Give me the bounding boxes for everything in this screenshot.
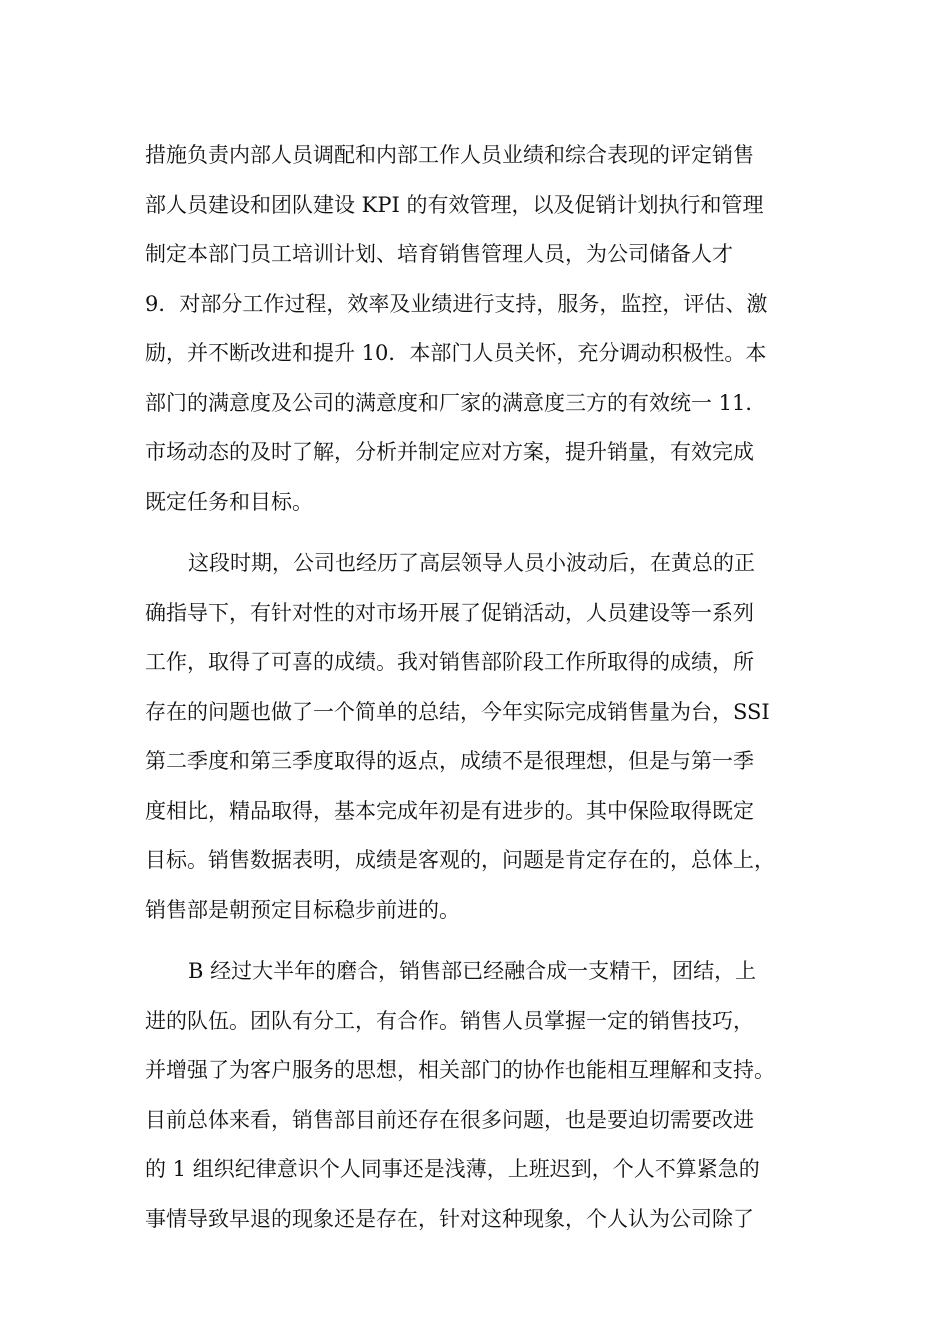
text-line: 事情导致早退的现象还是存在，针对这种现象，个人认为公司除了	[145, 1206, 754, 1231]
text-line: 第二季度和第三季度取得的返点，成绩不是很理想，但是与第一季	[145, 749, 754, 773]
text-line: 励，并不断改进和提升 10．本部门人员关怀，充分调动积极性。本	[145, 341, 767, 365]
text-line: 9．对部分工作过程，效率及业绩进行支持，服务，监控，评估、激	[145, 291, 768, 316]
text-line: B 经过大半年的磨合，销售部已经融合成一支精干，团结，上	[188, 959, 757, 983]
text-line: 市场动态的及时了解，分析并制定应对方案，提升销量，有效完成	[145, 440, 754, 464]
text-line: 工作，取得了可喜的成绩。我对销售部阶段工作所取得的成绩，所	[145, 650, 754, 674]
text-line: 既定任务和目标。	[145, 489, 313, 514]
paragraph	[145, 947, 825, 1244]
text-line: 措施负责内部人员调配和内部工作人员业绩和综合表现的评定销售	[145, 143, 754, 167]
paragraph-spacer	[145, 527, 825, 539]
text-line: 度相比，精品取得，基本完成年初是有进步的。其中保险取得既定	[145, 798, 754, 823]
text-line: 进的队伍。团队有分工，有合作。销售人员掌握一定的销售技巧，	[145, 1008, 754, 1033]
text-line: 部门的满意度及公司的满意度和厂家的满意度三方的有效统一 11．	[145, 390, 767, 415]
text-line: 制定本部门员工培训计划、培育销售管理人员，为公司储备人才	[145, 242, 733, 266]
text-line: 部人员建设和团队建设 KPI 的有效管理，以及促销计划执行和管理	[145, 192, 764, 217]
text-line: 这段时期，公司也经历了高层领导人员小波动后，在黄总的正	[188, 551, 755, 575]
text-line: 目标。销售数据表明，成绩是客观的，问题是肯定存在的，总体上，	[145, 848, 775, 872]
text-line: 确指导下，有针对性的对市场开展了促销活动，人员建设等一系列	[145, 600, 754, 625]
text-line: 目前总体来看，销售部目前还存在很多问题，也是要迫切需要改进	[145, 1107, 754, 1132]
text-line: 并增强了为客户服务的思想，相关部门的协作也能相互理解和支持。	[145, 1058, 775, 1082]
document-body	[145, 131, 825, 1244]
text-line: 的 1 组织纪律意识个人同事还是浅薄，上班迟到，个人不算紧急的	[145, 1157, 760, 1181]
text-line: 存在的问题也做了一个简单的总结，今年实际完成销售量为台，SSI	[145, 699, 770, 724]
paragraph	[145, 131, 825, 527]
text-line: 销售部是朝预定目标稳步前进的。	[145, 897, 460, 922]
paragraph-spacer	[145, 935, 825, 947]
paragraph	[145, 539, 825, 935]
